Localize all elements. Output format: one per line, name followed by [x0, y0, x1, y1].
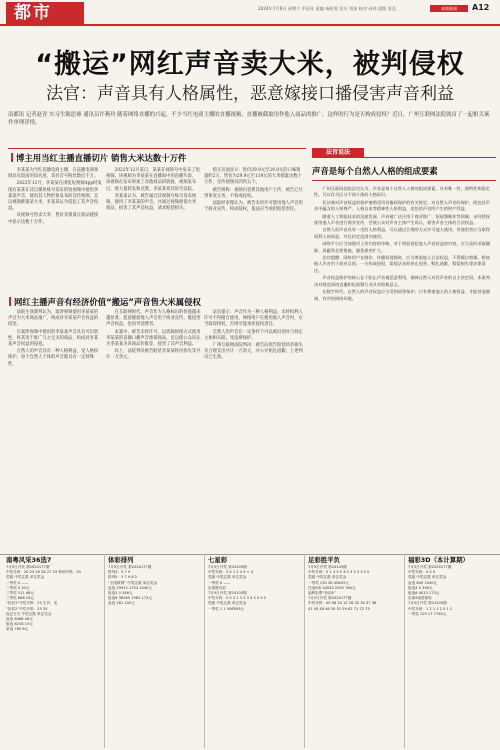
- paragraph: 声音权益保护的核心在于防止声音被恶意利用，保障自然人对其声音的自主决定权。本案判决对规范网络直播和短视频行业具有积极意义。: [314, 275, 490, 287]
- lottery-line: 7月5日开奖 第24105期: [308, 565, 347, 569]
- paragraph: 李某某为当红直播电商主播，在直播电商领域具有较高的知名度，其抖音号粉丝数近千万。: [8, 168, 99, 180]
- column-divider: [204, 554, 205, 748]
- lottery-line: 二等奖 5 34元: [6, 585, 30, 590]
- lottery-line: 组选6 38065 1982 173元: [108, 596, 152, 601]
- lottery-box: [6, 556, 102, 633]
- paragraph: 该视频号售卖大米，售价及销量在商品链接中显示达数十万件。: [8, 213, 99, 225]
- sidebar-rule: [312, 157, 496, 158]
- lottery-line: 组选3 0 346元: [408, 585, 433, 590]
- lottery-title: 足彩胜平负: [308, 556, 340, 564]
- paragraph: 李某某认为，被告通过其视频号账号发布视频，使用了李某某的声音，并通过视频推销大米商品，损害了其声音权益，请求赔偿损失。: [106, 193, 197, 212]
- paragraph: 购买页面显示：售价29.9元至29.9元的口味销量约2万，售价为29.9元至119元的大米销量达数十万件，宣传视频有四到五个。: [204, 168, 302, 186]
- lottery-line: 组选 6218 13元: [6, 622, 33, 627]
- lottery-line: “好彩1”中奖号码：25 生肖：龙: [6, 601, 58, 606]
- section2-column-1: [8, 310, 100, 369]
- paragraph: 综上，法院判决被告赔偿李某某经济损失等共计一万余元。: [106, 349, 201, 361]
- paragraph: 2022年12月，李某某在浏览短视频App时发现有某某在其自媒体账号发布的短视频中使用李某某声音，使用其人物形象发布的宣传视频，且以视频推销某大米，李某某认为侵犯了其声音权益。: [8, 181, 102, 212]
- lottery-line: 中奖号码：20 25 26 28 27 33 特别号码：29: [6, 570, 81, 575]
- paragraph: 在互联网时代，声音作为人格标识的价值越来越显著。恶意嫁接他人声音用于商业宣传，既侵害声音权益，也误导消费者。: [106, 310, 201, 328]
- section2-title: [14, 296, 201, 308]
- lottery-line: 三等奖 511 68元: [6, 591, 35, 596]
- lottery-line: 41 45 48 46 50 51 59 62 71 72 75: [308, 606, 370, 611]
- section2-title-text: 网红主播声音有经济价值“搬运”声音售大米属侵权: [14, 297, 201, 307]
- section-rule: [8, 148, 306, 149]
- paragraph: 2022年12月某日，某某在视频号中发布了短视频。该视频为李某某在直播间中的直播片段，该视频在发布时加了其他商品的链接，视频发布后，被大量转发和点赞，李某某将其诉至法院。: [106, 168, 200, 192]
- lottery-line: 一等奖 130 38 45843元: [308, 580, 349, 585]
- lottery-title: 七星彩: [208, 556, 228, 564]
- section1-column-1: [8, 168, 102, 227]
- column-divider: [404, 554, 405, 748]
- lottery-line: 中奖号码：0 0 3 1 3 3 3 3 3 0 0 0: [208, 596, 266, 601]
- lead-paragraph: 南都讯 记者赵青 实习生陈思睿 通讯员许燕玲 随着网络直播的兴起，不少当红电商主播的直播视频、直播被截取用作他人商品的推广，这样的行为是否构成侵权？近日，广州互联网法院就首了一起相关案件审理详情。: [8, 112, 490, 126]
- paragraph: 民法典对声音权益的保护参照适用肖像权保护的有关规定。对自然人声音的保护，既包括声音中蕴含的人格尊严、人格自由等精神性人格利益，也包括声音所产生的财产利益。: [314, 199, 490, 212]
- paragraph: 法院生效裁判认为，案涉视频使用李某某的声音为大米商品推广，构成对李某某声音权益的侵害。: [8, 310, 99, 328]
- lottery-title: 南粤风采36选7: [6, 556, 52, 564]
- section1-title-text: 博主用当红主播直播切片 销售大米达数十万件: [16, 153, 187, 163]
- paragraph: 在案涉视频中使用的李某某声音具有可识别性，将其用于推广与之无关的商品，构成对李某某声音权益的侵犯。: [8, 329, 99, 348]
- paragraph: 法官提示：声音作为一种人格利益，未经权利人许可不得擅自使用。网络用户在使用他人声音时，应当取得授权，否则可能承担侵权责任。: [204, 310, 303, 328]
- section1-column-2: [106, 168, 200, 213]
- section1-title: [16, 152, 186, 164]
- lottery-line: 奖级 中奖注数 单注奖金: [208, 601, 247, 606]
- lottery-line: 7月5日开奖 第2024177期: [6, 565, 50, 569]
- sidebar-rule: [312, 180, 496, 181]
- lottery-rule: [0, 554, 500, 555]
- lottery-box: [408, 556, 496, 617]
- headline: “搬运”网红声音卖大米，被判侵权: [35, 49, 465, 80]
- masthead-tag: 本地新闻: [430, 5, 468, 12]
- section1-column-3: [204, 168, 304, 214]
- column-divider: [104, 554, 105, 748]
- page-number: A12: [472, 3, 490, 12]
- paragraph: 自然人的声音在一定条件下可以被识别并与特定主体相关联，受法律保护。: [204, 329, 303, 341]
- lottery-line: 7月5日开奖 第2024177期: [308, 596, 352, 601]
- lottery-line: 奖级 中奖注数 单注奖金: [6, 575, 45, 580]
- lottery-line: “全国联网” 中奖注数 单注奖金: [108, 580, 158, 585]
- section2-column-2: [106, 310, 202, 363]
- lottery-line: 足球胜负彩: [208, 585, 226, 590]
- lottery-line: 7月5日开奖 第24105期: [208, 565, 247, 569]
- lottery-line: 中奖号码：0 1 3 3 0 3 0 3 3 3 3 0 0: [308, 570, 370, 575]
- paragraph: 广州互联网法院判决：被告向原告赔偿经济损失及合理支出共计一万余元，并公开赔礼道歉。上述判决已生效。: [204, 343, 303, 361]
- lottery-line: 7月5日开奖 第24105期: [208, 591, 247, 596]
- lottery-line: 一等奖 0 ——: [208, 580, 231, 585]
- lottery-line: 中奖号码：2 4 1 2 4 9 + 4: [208, 570, 253, 575]
- lottery-line: 足球4场进球彩: [408, 596, 432, 601]
- paragraph: 自然人的声音具有一种人格利益，受人格权保护。每个自然人个体的声音都具有一定特殊性。: [8, 349, 99, 367]
- lottery-line: 组选3 0 346元: [108, 591, 133, 596]
- sidebar-label: 法官说法: [312, 148, 364, 157]
- lottery-line: 中奖号码：09 06 24 15 28 32 34 37 38: [308, 601, 377, 606]
- lottery-line: 一等奖 1 1 598593元: [208, 606, 245, 611]
- lottery-box: [108, 556, 202, 607]
- lottery-line: 奖级 中奖注数 单注奖金: [208, 575, 247, 580]
- paragraph: 本案中，被告未经许可，以剪辑拼接方式使用李某某的直播口播声音推销商品，足以使公众误认为李某某为该商品作推荐，侵害了其声音利益。: [106, 329, 201, 348]
- lottery-line: 单选 785 6元: [6, 627, 29, 632]
- paragraph: 法官提醒：网络用户在制作、传播短视频时，应当尊重他人合法权益，不得擅自剪辑、拼接他人声音用于商业目的。一旦构成侵权，需依法承担停止侵害、赔礼道歉、赔偿损失等法律责任。: [314, 255, 490, 273]
- paragraph: 网络平台应当加强对上传内容的审核，对于明显侵犯他人声音权益的内容，应当及时采取删除、屏蔽等必要措施，避免损害扩大。: [314, 241, 490, 253]
- lottery-line: 奖级 中奖注数 单注奖金: [408, 575, 447, 580]
- lottery-line: 三等奖 688 28元: [6, 596, 35, 601]
- lottery-line: 组选6 4013 173元: [408, 591, 440, 596]
- lottery-line: 投注方式 中奖注数 单注奖金: [6, 611, 52, 616]
- paragraph: 随着人工智能技术的迅速发展，声音被广泛应用于商业推广、短视频制作等领域。未经授权使用他人声音进行商业宣传，会使公众对声音主体产生误认，损害声音主体的合法权益。: [314, 213, 490, 226]
- lottery-line: 福利彩票“快乐8”: [308, 591, 336, 596]
- lottery-line: 一等奖 129 17 7762元: [408, 611, 447, 616]
- sidebar-body: [314, 186, 494, 303]
- lottery-line: 任选9场 10033 2055 764元: [308, 585, 356, 590]
- lottery-line: 直选 181 105元: [108, 601, 135, 606]
- lottery-line: 7月5日开奖 第2024177期: [408, 565, 452, 569]
- lottery-line: 直选 6468 46元: [6, 617, 33, 622]
- lottery-box: [308, 556, 402, 612]
- section2-column-3: [204, 310, 304, 363]
- paragraph: 被告辩称：视频内容系其他用户上传，被告已尽到审查义务，不构成侵权。: [204, 187, 303, 199]
- header-rule: [0, 24, 500, 26]
- lottery-line: 排列5：5 7 9 8 2: [108, 575, 138, 580]
- subheadline: 法官：声音具有人格属性，恶意嫁接口播侵害声音利益: [46, 84, 454, 104]
- paragraph: 法院经审理认为，被告未经许可使用他人声音用于商业宣传，构成侵权，依法应当承担赔偿责任。: [204, 201, 303, 213]
- paragraph: 广州互联网法院法官认为，声音是每个自然人人格的组成要素，具有唯一性、独特性和稳定性，可以作为区分不同个体的人格标识。: [314, 186, 490, 198]
- lottery-line: 奖级 中奖注数 单注奖金: [308, 575, 347, 580]
- section-badge: 都市: [6, 2, 84, 24]
- lottery-line: 一等奖 0 ——: [6, 580, 29, 585]
- lottery-title: 福彩3D（本计算期）: [408, 556, 469, 564]
- lottery-line: 7月5日开奖 第2024177期: [108, 565, 152, 569]
- sidebar-title: 声音是每个自然人人格的组成要素: [312, 166, 438, 176]
- lottery-line: 直选 849 1040元: [408, 580, 438, 585]
- lottery-line: 7月5日开奖 第24105期: [408, 601, 447, 606]
- lottery-line: 直选 29912 1754 1040元: [108, 585, 152, 590]
- lottery-line: 中奖号码：1 2 1 1 2 0 1 2: [408, 606, 453, 611]
- lottery-box: [208, 556, 302, 612]
- column-divider: [304, 554, 305, 748]
- lottery-line: “好彩2”中奖号码：25 33: [6, 606, 48, 611]
- masthead-info: 2024年7月6日 星期六 甲辰年 责编 杨佑雯 设计 刘苗 校对 孙玮 组版 张弘: [258, 6, 397, 11]
- paragraph: 在数字时代，自然人的声音权益应当受到同等保护。只有尊重他人的人格权益，才能营造健康、有序的网络环境。: [314, 289, 490, 301]
- lottery-line: 排列3：5 7 9: [108, 570, 131, 575]
- lottery-title: 体彩排列: [108, 556, 134, 564]
- lottery-line: 中奖号码：4 5 9: [408, 570, 436, 575]
- paragraph: 自然人的声音具有一定的人格利益，可以通过合理的方式许可他人使用。但使用者应当取得权利人的同意，并在约定范围内使用。: [314, 227, 490, 239]
